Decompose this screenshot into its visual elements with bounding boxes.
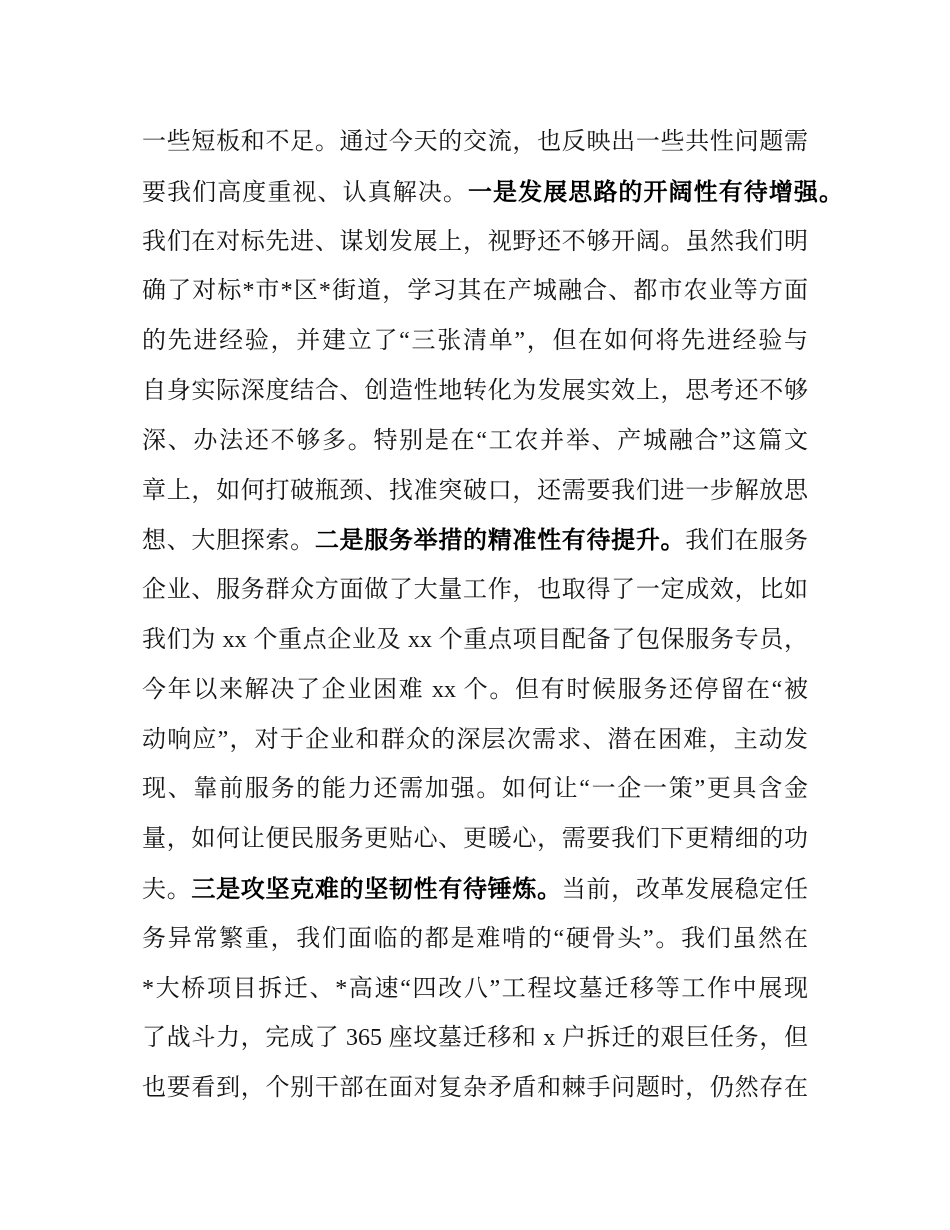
text-segment: 一些短板和不足。通过今天的交流，也反映出一些共性问题需 bbox=[142, 129, 808, 155]
text-line bbox=[142, 417, 808, 467]
text-segment: 企业、服务群众方面做了大量工作，也取得了一定成效，比如 bbox=[142, 577, 808, 604]
text-line bbox=[142, 616, 808, 666]
bold-heading-point-one: 一是发展思路的开阔性有待增强。 bbox=[467, 177, 844, 206]
body-text bbox=[142, 118, 844, 1114]
text-segment: 我们在服务 bbox=[685, 528, 809, 555]
text-line bbox=[142, 765, 808, 815]
text-line bbox=[142, 267, 808, 317]
text-line bbox=[142, 965, 808, 1015]
text-line bbox=[142, 118, 808, 168]
text-segment: 我们为 xx 个重点企业及 xx 个重点项目配备了包保服务专员， bbox=[142, 626, 808, 653]
text-segment: 务异常繁重，我们面临的都是难啃的“硬骨头”。我们虽然在 bbox=[142, 925, 808, 952]
text-segment: 确了对标*市*区*街道，学习其在产城融合、都市农业等方面 bbox=[142, 278, 808, 305]
text-line bbox=[142, 1014, 808, 1064]
text-line bbox=[142, 666, 808, 716]
text-line bbox=[142, 915, 808, 965]
text-segment: 我们在对标先进、谋划发展上，视野还不够开阔。虽然我们明 bbox=[142, 228, 808, 255]
text-line bbox=[142, 367, 808, 417]
text-segment: 深、办法还不够多。特别是在“工农并举、产城融合”这篇文 bbox=[142, 427, 808, 454]
text-segment: 的先进经验，并建立了“三张清单”，但在如何将先进经验与 bbox=[142, 328, 808, 355]
text-segment: 了战斗力，完成了 365 座坟墓迁移和 x 户拆迁的艰巨任务，但 bbox=[142, 1025, 808, 1052]
text-line bbox=[142, 815, 808, 865]
text-segment: 要我们高度重视、认真解决。 bbox=[142, 179, 468, 206]
text-line bbox=[142, 516, 808, 566]
text-line bbox=[142, 716, 808, 766]
text-segment: 自身实际深度结合、创造性地转化为发展实效上，思考还不够 bbox=[142, 377, 808, 404]
bold-heading-point-two: 二是服务举措的精准性有待提升。 bbox=[314, 526, 686, 555]
text-line bbox=[142, 865, 808, 915]
text-segment: 夫。 bbox=[142, 876, 192, 903]
text-segment: 现、靠前服务的能力还需加强。如何让“一企一策”更具含金 bbox=[142, 776, 808, 803]
text-line bbox=[142, 218, 808, 268]
text-segment: 也要看到，个别干部在面对复杂矛盾和棘手问题时，仍然存在 bbox=[142, 1075, 808, 1102]
text-line bbox=[142, 168, 843, 218]
text-segment: 动响应”，对于企业和群众的深层次需求、潜在困难，主动发 bbox=[142, 726, 808, 753]
text-line bbox=[142, 467, 808, 517]
text-segment: 当前，改革发展稳定任 bbox=[561, 876, 809, 903]
text-line bbox=[142, 1064, 808, 1114]
text-segment: 今年以来解决了企业困难 xx 个。但有时候服务还停留在“被 bbox=[142, 676, 808, 703]
text-segment: *大桥项目拆迁、*高速“四改八”工程坟墓迁移等工作中展现 bbox=[142, 975, 808, 1002]
text-segment: 想、大胆探索。 bbox=[142, 528, 315, 555]
bold-heading-point-three: 三是攻坚克难的坚韧性有待锤炼。 bbox=[191, 874, 562, 903]
text-segment: 量，如何让便民服务更贴心、更暖心，需要我们下更精细的功 bbox=[142, 826, 808, 853]
text-segment: 章上，如何打破瓶颈、找准突破口，还需要我们进一步解放思 bbox=[142, 477, 808, 504]
text-line bbox=[142, 566, 808, 616]
text-line bbox=[142, 317, 808, 367]
